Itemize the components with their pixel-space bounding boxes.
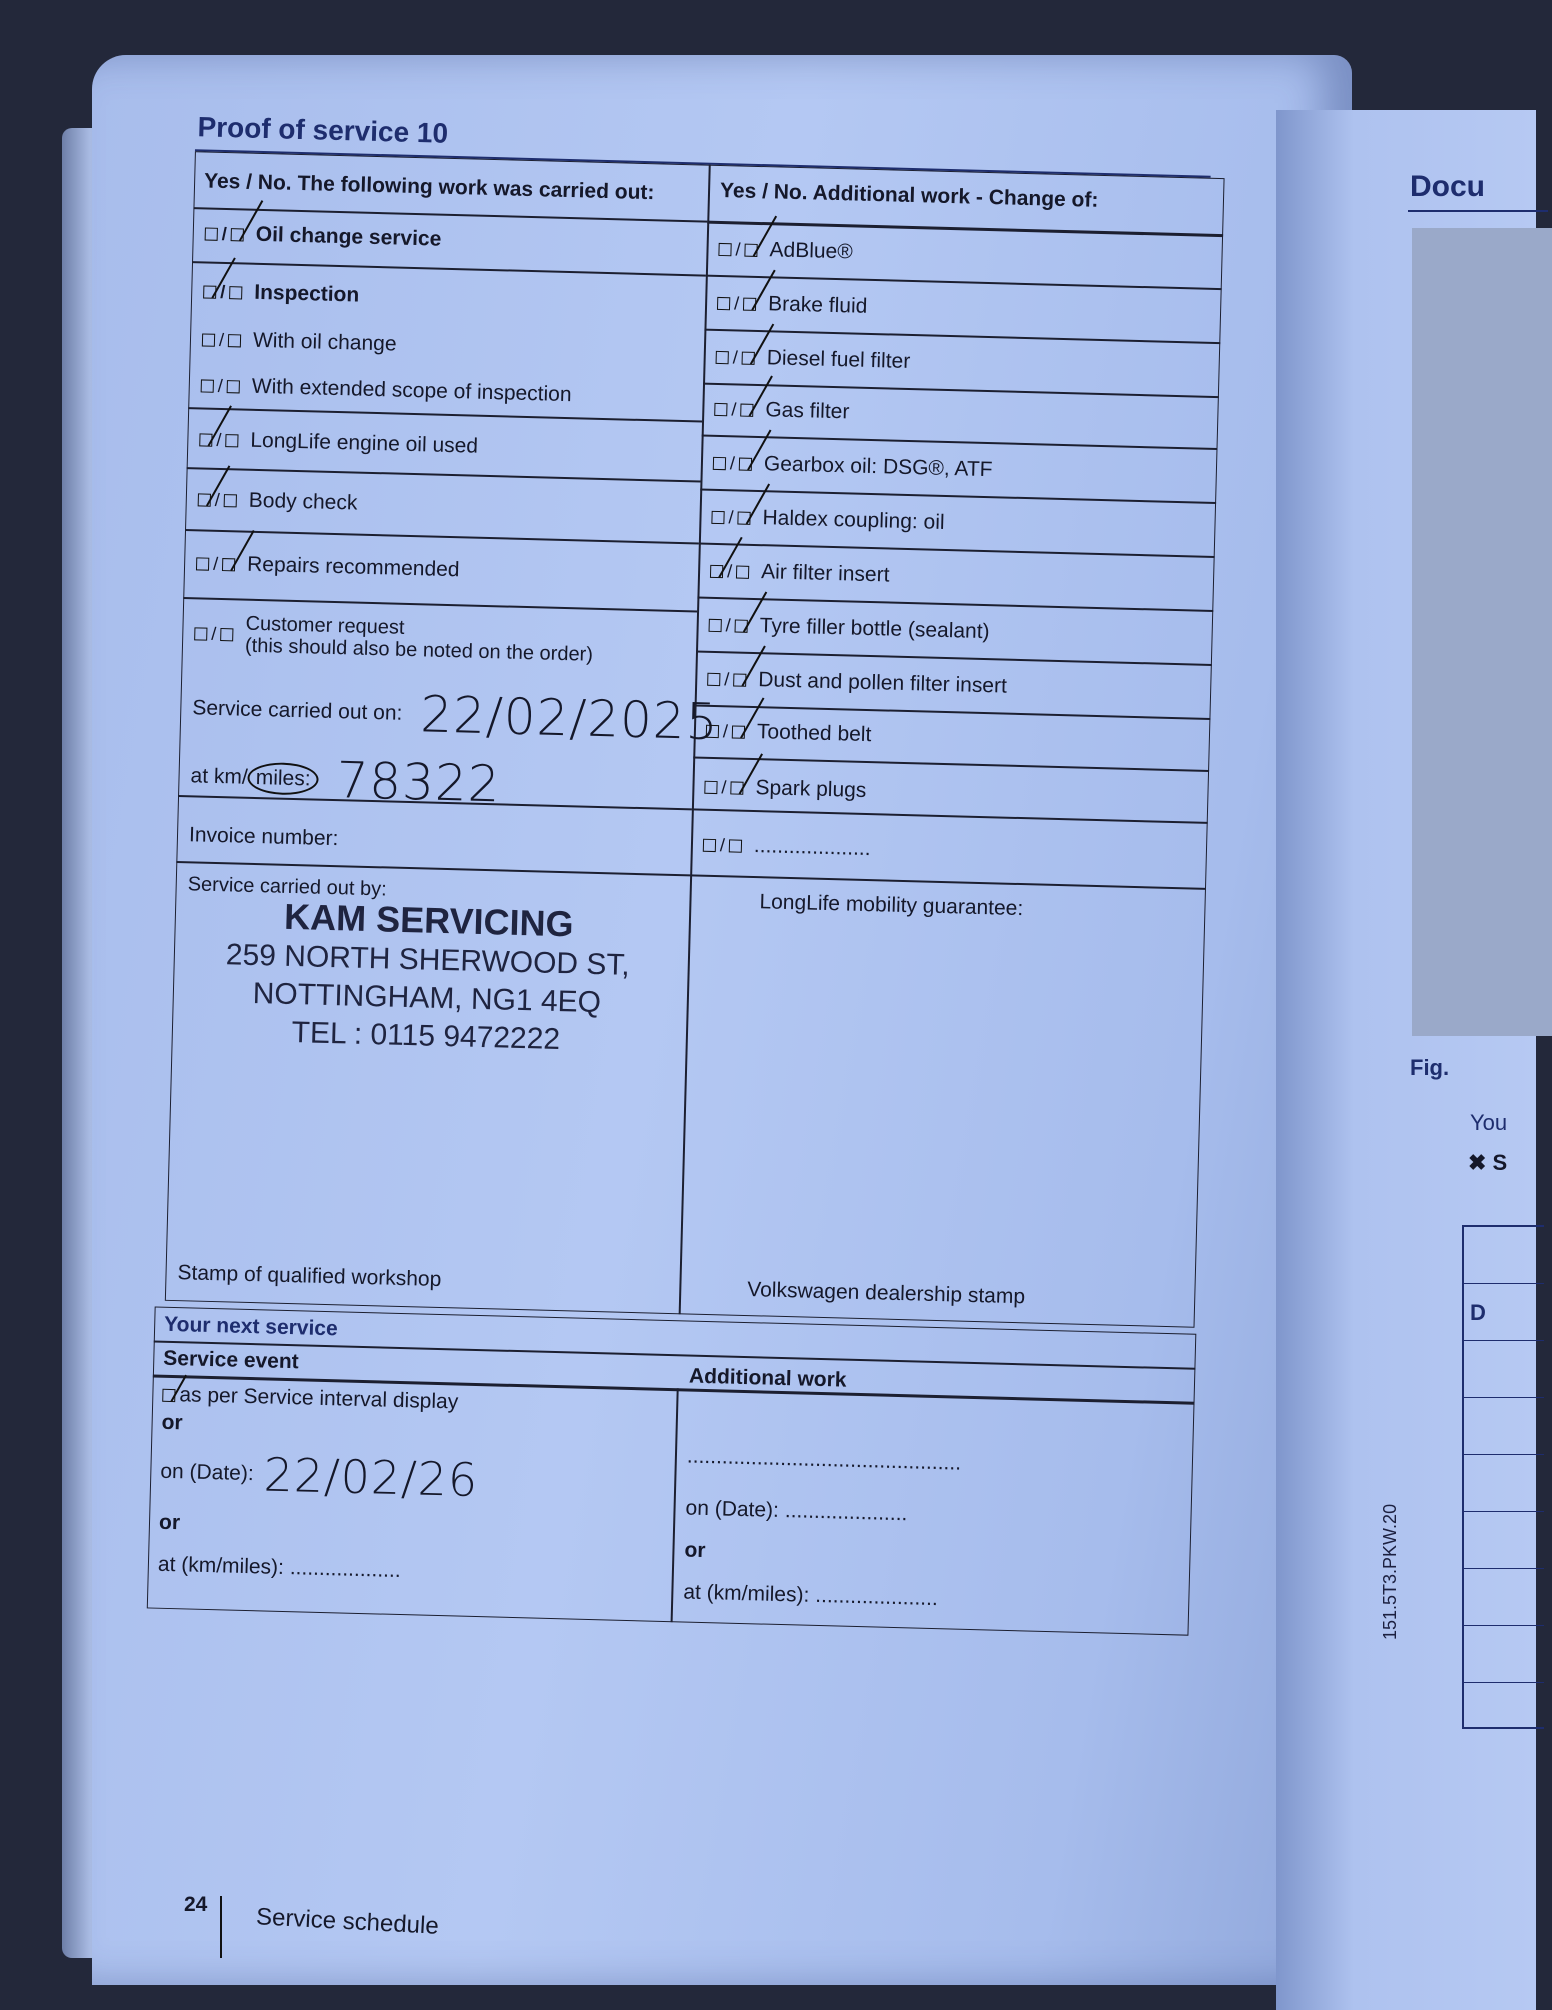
yes-no-checkboxes[interactable]: / — [706, 720, 746, 742]
service-date-label: Service carried out on: — [192, 696, 403, 725]
next-service-title: Your next service — [163, 1312, 338, 1341]
item-label: Body check — [248, 488, 358, 515]
right-item-toothed-belt — [706, 719, 872, 747]
item-label: Brake fluid — [767, 292, 868, 318]
right-item-diesel-fuel-filter — [715, 345, 910, 374]
stamp-phone: TEL : 0115 9472222 — [291, 1016, 561, 1057]
item-label: Repairs recommended — [246, 552, 460, 582]
yes-no-checkboxes[interactable]: / — [717, 292, 757, 314]
item-label: Air filter insert — [760, 560, 890, 587]
right-item-brake-fluid — [717, 291, 868, 319]
item-sublabel: (this should also be noted on the order) — [244, 634, 594, 666]
stamp-name: KAM SERVICING — [283, 895, 575, 945]
item-label: .................... — [753, 834, 871, 861]
right-page-table-header: D — [1470, 1300, 1486, 1325]
right-item-blank — [703, 833, 871, 861]
item-label: Inspection — [253, 280, 360, 307]
invoice-label: Invoice number: — [188, 823, 339, 851]
right-date-label: on (Date): — [685, 1496, 780, 1522]
mileage-row — [190, 747, 502, 813]
right-page-text: You — [1470, 1110, 1508, 1135]
next-km-field[interactable]: ................... — [289, 1556, 402, 1583]
right-km-field[interactable]: ..................... — [815, 1583, 939, 1611]
yes-no-checkboxes[interactable]: / — [708, 614, 748, 636]
next-km-label: at (km/miles): — [157, 1552, 285, 1580]
yes-no-checkboxes[interactable]: / — [201, 375, 241, 397]
carried-out-by-text: Service carried out by: — [187, 873, 387, 901]
right-page — [1276, 110, 1536, 2010]
left-item-body-check — [198, 487, 358, 515]
right-date-field[interactable]: ..................... — [784, 1499, 908, 1526]
item-label: Spark plugs — [755, 776, 867, 802]
form-title: Proof of service 10 — [197, 111, 449, 149]
yes-no-checkboxes[interactable]: / — [703, 834, 743, 856]
left-column-header: Yes / No. The following work was carried out: — [203, 169, 655, 205]
or-text: or — [161, 1410, 183, 1435]
item-label: Haldex coupling: oil — [762, 506, 945, 534]
item-label: AdBlue® — [769, 238, 854, 264]
item-label: Tyre filler bottle (sealant) — [759, 614, 990, 644]
next-date-row — [160, 1445, 479, 1507]
interval-label: as per Service interval display — [179, 1383, 459, 1414]
guarantee-text: LongLife mobility guarantee: — [759, 890, 1024, 921]
item-label: Gearbox oil: DSG®, ATF — [763, 452, 993, 482]
or-label — [684, 1538, 706, 1563]
km-label: at km/ — [190, 764, 249, 789]
service-date-value[interactable]: 22/02/2025 — [419, 685, 720, 752]
item-label: Diesel fuel filter — [766, 346, 911, 373]
item-label: Oil change service — [255, 222, 442, 251]
right-page-figure — [1412, 228, 1552, 1036]
or-text: or — [684, 1538, 706, 1563]
page-code: 151.5T3.PKW.20 — [1380, 1503, 1400, 1640]
page-number: 24 — [184, 1893, 208, 1916]
or-label — [161, 1411, 183, 1436]
right-item-adblue — [718, 237, 853, 265]
yes-no-checkboxes[interactable]: / — [202, 329, 242, 351]
yes-no-checkboxes[interactable]: / — [713, 452, 753, 474]
invoice-row — [189, 823, 339, 851]
next-date-value[interactable]: 22/02/26 — [262, 1447, 479, 1508]
footer-divider — [220, 1896, 222, 1958]
right-page-fig-label: Fig. — [1410, 1055, 1450, 1080]
dealer-stamp-text: Volkswagen dealership stamp — [747, 1278, 1026, 1309]
next-date-label: on (Date): — [160, 1459, 255, 1486]
right-item-gas-filter — [714, 397, 850, 425]
stamp-address-1: 259 NORTH SHERWOOD ST, — [225, 938, 631, 982]
or-label — [159, 1511, 181, 1536]
right-column-header: Yes / No. Additional work - Change of: — [719, 178, 1099, 212]
interval-checkbox[interactable] — [162, 1388, 175, 1401]
yes-no-checkboxes[interactable]: / — [715, 346, 755, 368]
item-label: Dust and pollen filter insert — [758, 668, 1008, 698]
stamp-label-text: Stamp of qualified workshop — [177, 1261, 442, 1292]
item-label: Toothed belt — [756, 720, 872, 747]
right-page-title-rule — [1408, 210, 1548, 212]
item-label: Gas filter — [765, 398, 850, 424]
proof-of-service-form — [108, 110, 1260, 1759]
yes-no-checkboxes[interactable]: / — [714, 398, 754, 420]
yes-no-checkboxes[interactable]: / — [199, 429, 239, 451]
miles-circled: miles: — [247, 762, 319, 796]
yes-no-checkboxes[interactable]: / — [196, 553, 236, 575]
yes-no-checkboxes[interactable]: / — [718, 238, 758, 260]
yes-no-checkboxes[interactable]: / — [711, 506, 751, 528]
or-text: or — [158, 1510, 181, 1535]
item-label: With oil change — [252, 328, 397, 356]
right-item-air-filter — [710, 559, 890, 588]
yes-no-checkboxes[interactable]: / — [704, 776, 744, 798]
left-item-inspection — [203, 279, 360, 307]
yes-no-checkboxes[interactable]: / — [707, 668, 747, 690]
item-label: With extended scope of inspection — [251, 374, 572, 407]
right-km-label: at (km/miles): — [683, 1580, 810, 1607]
item-label: LongLife engine oil used — [250, 428, 479, 458]
right-page-note: ✖ S — [1468, 1150, 1508, 1175]
section-title: Service schedule — [255, 1903, 440, 1940]
right-page-title: Docu — [1410, 170, 1485, 203]
yes-no-checkboxes[interactable]: / — [205, 223, 245, 245]
yes-no-checkboxes[interactable]: / — [198, 489, 238, 511]
yes-no-checkboxes[interactable]: / — [710, 560, 750, 582]
mileage-value[interactable]: 78322 — [335, 751, 502, 814]
stamp-address-2: NOTTINGHAM, NG1 4EQ — [252, 976, 602, 1020]
right-item-spark-plugs — [704, 775, 866, 803]
left-item-with-oil-change — [202, 327, 397, 356]
additional-work-header: Additional work — [688, 1364, 847, 1392]
yes-no-checkboxes[interactable]: / — [194, 623, 234, 645]
additional-work-dots[interactable]: ............................................... — [686, 1444, 962, 1475]
service-event-header: Service event — [163, 1346, 300, 1374]
workshop-stamp — [185, 893, 669, 1062]
yes-no-checkboxes[interactable]: / — [203, 281, 243, 303]
item-label: Customer request — [245, 612, 405, 639]
